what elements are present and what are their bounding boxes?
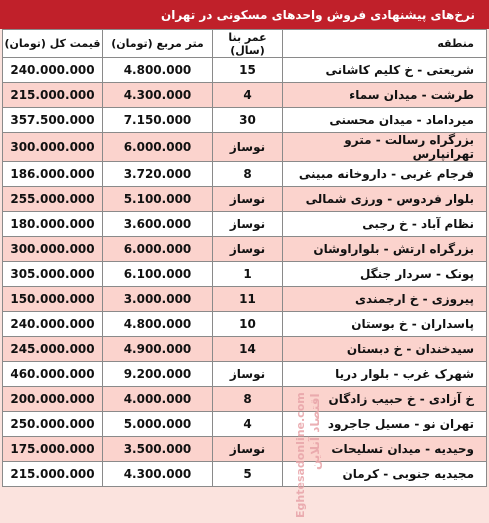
cell-building-age: 10 — [213, 312, 283, 337]
cell-building-age: 8 — [213, 162, 283, 187]
cell-region: تهران نو - مسیل جاجرود — [283, 412, 487, 437]
cell-building-age: 30 — [213, 108, 283, 133]
table-header-row — [3, 30, 487, 58]
cell-building-age: 15 — [213, 58, 283, 83]
table-row — [3, 312, 487, 337]
cell-total-price: 180.000.000 — [3, 212, 103, 237]
cell-region: بزرگراه ارتش - بلواراوشان — [283, 237, 487, 262]
table-row — [3, 437, 487, 462]
table-row — [3, 287, 487, 312]
cell-total-price: 186.000.000 — [3, 162, 103, 187]
cell-building-age: نوساز — [213, 133, 283, 162]
cell-building-age: نوساز — [213, 362, 283, 387]
cell-building-age: نوساز — [213, 437, 283, 462]
cell-price-per-meter: 4.900.000 — [103, 337, 213, 362]
header-building-age: عمر بنا (سال) — [213, 30, 283, 58]
header-region: منطقه — [283, 30, 487, 58]
cell-price-per-meter: 6.100.000 — [103, 262, 213, 287]
table-title-text: نرخ‌های پیشنهادی فروش واحدهای مسکونی در تهران — [160, 7, 475, 22]
cell-total-price: 215.000.000 — [3, 83, 103, 108]
table-body — [3, 58, 487, 487]
cell-price-per-meter: 5.000.000 — [103, 412, 213, 437]
cell-region: خ آزادی - خ حبیب زادگان — [283, 387, 487, 412]
cell-region: طرشت - میدان سماء — [283, 83, 487, 108]
cell-price-per-meter: 5.100.000 — [103, 187, 213, 212]
cell-total-price: 460.000.000 — [3, 362, 103, 387]
cell-price-per-meter: 4.300.000 — [103, 83, 213, 108]
table-row — [3, 237, 487, 262]
cell-building-age: 5 — [213, 462, 283, 487]
watermark-site: Eghtesadonline.com — [294, 392, 307, 518]
table-row — [3, 187, 487, 212]
cell-price-per-meter: 4.800.000 — [103, 58, 213, 83]
cell-total-price: 245.000.000 — [3, 337, 103, 362]
price-table — [2, 29, 487, 487]
cell-building-age: 1 — [213, 262, 283, 287]
cell-total-price: 250.000.000 — [3, 412, 103, 437]
cell-price-per-meter: 3.600.000 — [103, 212, 213, 237]
table-row — [3, 387, 487, 412]
cell-region: شریعتی - خ کلیم کاشانی — [283, 58, 487, 83]
watermark-brand: اقتصاد آنلاین — [308, 393, 322, 470]
table-row — [3, 362, 487, 387]
cell-building-age: نوساز — [213, 212, 283, 237]
table-row — [3, 58, 487, 83]
table-row — [3, 262, 487, 287]
table-row — [3, 133, 487, 162]
cell-total-price: 357.500.000 — [3, 108, 103, 133]
cell-building-age: 14 — [213, 337, 283, 362]
table-row — [3, 412, 487, 437]
cell-building-age: 8 — [213, 387, 283, 412]
cell-building-age: 4 — [213, 412, 283, 437]
cell-region: بلوار فردوس - ورزی شمالی — [283, 187, 487, 212]
table-row — [3, 108, 487, 133]
table-row — [3, 337, 487, 362]
cell-total-price: 200.000.000 — [3, 387, 103, 412]
cell-region: مجیدیه جنوبی - کرمان — [283, 462, 487, 487]
cell-building-age: 11 — [213, 287, 283, 312]
table-row — [3, 212, 487, 237]
cell-total-price: 175.000.000 — [3, 437, 103, 462]
cell-total-price: 215.000.000 — [3, 462, 103, 487]
cell-price-per-meter: 9.200.000 — [103, 362, 213, 387]
cell-price-per-meter: 3.500.000 — [103, 437, 213, 462]
cell-region: سیدخندان - خ دبستان — [283, 337, 487, 362]
cell-price-per-meter: 3.720.000 — [103, 162, 213, 187]
table-row — [3, 162, 487, 187]
cell-region: پاسداران - خ بوستان — [283, 312, 487, 337]
cell-price-per-meter: 7.150.000 — [103, 108, 213, 133]
cell-price-per-meter: 3.000.000 — [103, 287, 213, 312]
cell-total-price: 150.000.000 — [3, 287, 103, 312]
cell-total-price: 300.000.000 — [3, 133, 103, 162]
cell-region: وحیدیه - میدان تسلیحات — [283, 437, 487, 462]
cell-region: پونک - سردار جنگل — [283, 262, 487, 287]
header-total-price: قیمت کل (تومان) — [3, 30, 103, 58]
cell-region: فرجام غربی - داروخانه مبینی — [283, 162, 487, 187]
cell-region: پیروزی - خ ارجمندی — [283, 287, 487, 312]
cell-price-per-meter: 4.000.000 — [103, 387, 213, 412]
cell-region: بزرگراه رسالت - مترو تهرانپارس — [283, 133, 487, 162]
cell-total-price: 240.000.000 — [3, 312, 103, 337]
cell-building-age: نوساز — [213, 237, 283, 262]
cell-region: نظام آباد - خ رجبی — [283, 212, 487, 237]
cell-price-per-meter: 6.000.000 — [103, 237, 213, 262]
cell-total-price: 255.000.000 — [3, 187, 103, 212]
cell-total-price: 300.000.000 — [3, 237, 103, 262]
cell-region: میرداماد - میدان محسنی — [283, 108, 487, 133]
cell-building-age: نوساز — [213, 187, 283, 212]
header-price-per-meter: متر مربع (تومان) — [103, 30, 213, 58]
table-title — [0, 0, 489, 29]
cell-total-price: 240.000.000 — [3, 58, 103, 83]
cell-region: شهرک غرب - بلوار دریا — [283, 362, 487, 387]
cell-price-per-meter: 4.800.000 — [103, 312, 213, 337]
cell-total-price: 305.000.000 — [3, 262, 103, 287]
cell-price-per-meter: 4.300.000 — [103, 462, 213, 487]
cell-price-per-meter: 6.000.000 — [103, 133, 213, 162]
cell-building-age: 4 — [213, 83, 283, 108]
table-row — [3, 462, 487, 487]
table-row — [3, 83, 487, 108]
